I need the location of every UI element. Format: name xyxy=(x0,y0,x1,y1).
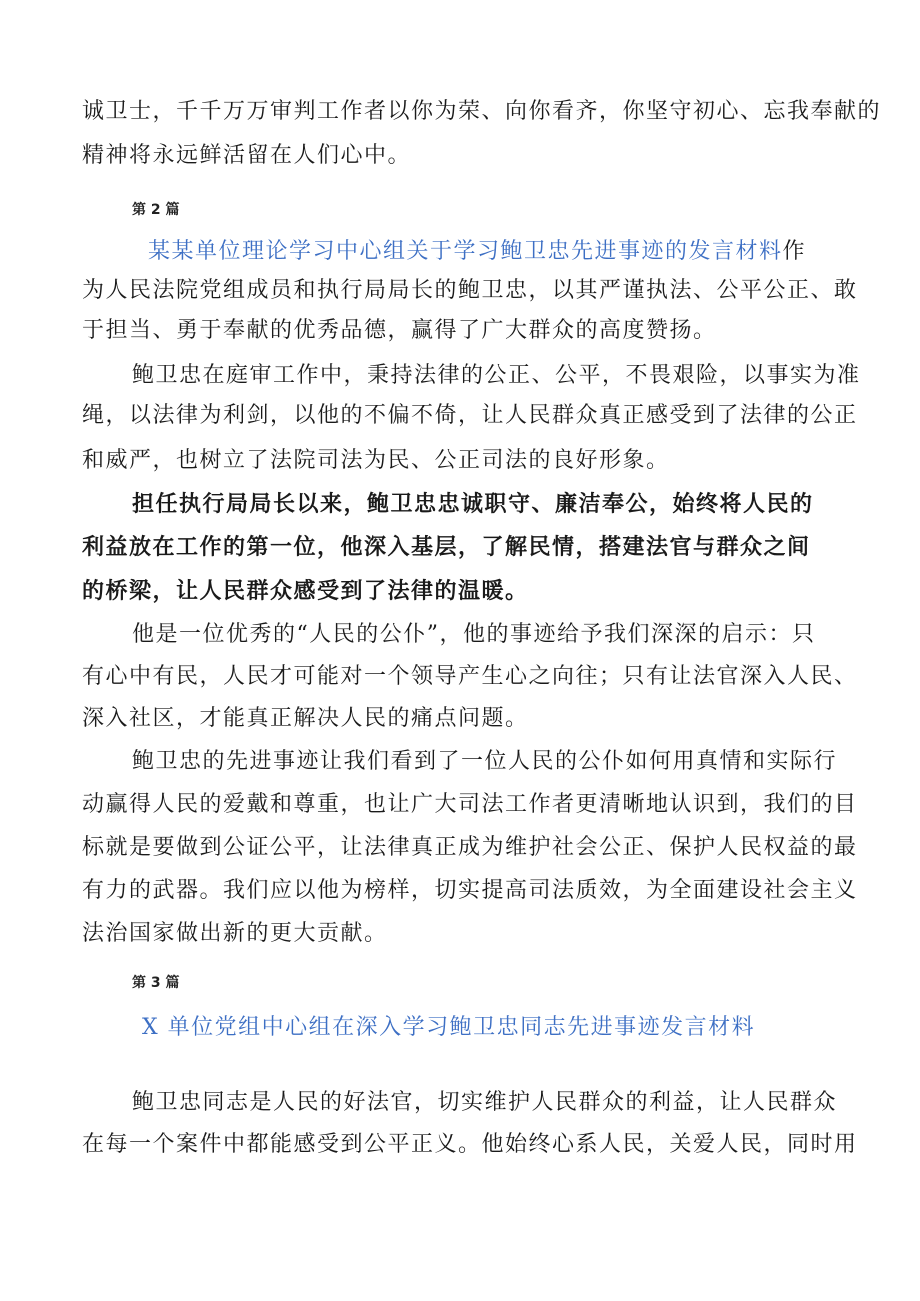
paragraph-line: 绳，以法律为利剑，以他的不偏不倚，让人民群众真正感受到了法律的公正 xyxy=(82,403,858,428)
paragraph-line: 在每一个案件中都能感受到公平正义。他始终心系人民，关爱人民，同时用 xyxy=(82,1132,858,1157)
paragraph-line: 诚卫士，千千万万审判工作者以你为荣、向你看齐，你坚守初心、忘我奉献的 xyxy=(82,99,882,124)
section-title: 某某单位理论学习中心组关于学习鲍卫忠先进事迹的发言材料 xyxy=(148,239,783,264)
paragraph-line: 有力的武器。我们应以他为榜样，切实提高司法质效，为全面建设社会主义 xyxy=(82,878,858,903)
section-label: 第 2 篇 xyxy=(132,202,180,218)
paragraph-line: 标就是要做到公证公平，让法律真正成为维护社会公正、保护人民权益的最 xyxy=(82,835,858,860)
paragraph-line: 利益放在工作的第一位，他深入基层，了解民情，搭建法官与群众之间 xyxy=(82,534,811,560)
paragraph-line: 的桥梁，让人民群众感受到了法律的温暖。 xyxy=(82,578,529,604)
paragraph-line: 和威严，也树立了法院司法为民、公正司法的良好形象。 xyxy=(82,448,670,473)
paragraph-line: 精神将永远鲜活留在人们心中。 xyxy=(82,143,412,168)
paragraph-line: 他是一位优秀的“人民的公仆”，他的事迹给予我们深深的启示：只 xyxy=(132,622,816,647)
paragraph-line: 于担当、勇于奉献的优秀品德，赢得了广大群众的高度赞扬。 xyxy=(82,318,717,343)
section-title-line xyxy=(148,237,806,267)
paragraph-line: 有心中有民，人民才可能对一个领导产生心之向往；只有让法官深入人民、 xyxy=(82,664,858,689)
paragraph-line: 为人民法院党组成员和执行局局长的鲍卫忠，以其严谨执法、公平公正、敢 xyxy=(82,278,858,303)
paragraph-line: 动赢得人民的爱戴和尊重，也让广大司法工作者更清晰地认识到，我们的目 xyxy=(82,792,858,817)
paragraph-line: 鲍卫忠在庭审工作中，秉持法律的公正、公平，不畏艰险，以事实为准 xyxy=(132,363,861,388)
paragraph-text: 作 xyxy=(782,239,807,264)
paragraph-line: 深入社区，才能真正解决人民的痛点问题。 xyxy=(82,706,529,731)
section-title: X 单位党组中心组在深入学习鲍卫忠同志先进事迹发言材料 xyxy=(142,1015,756,1040)
paragraph-line: 担任执行局局长以来，鲍卫忠忠诚职守、廉洁奉公，始终将人民的 xyxy=(132,491,814,517)
paragraph-line: 鲍卫忠的先进事迹让我们看到了一位人民的公仆如何用真情和实际行 xyxy=(132,749,838,774)
section-label: 第 3 篇 xyxy=(132,975,180,991)
paragraph-line: 法治国家做出新的更大贡献。 xyxy=(82,921,388,946)
paragraph-line: 鲍卫忠同志是人民的好法官，切实维护人民群众的利益，让人民群众 xyxy=(132,1090,838,1115)
